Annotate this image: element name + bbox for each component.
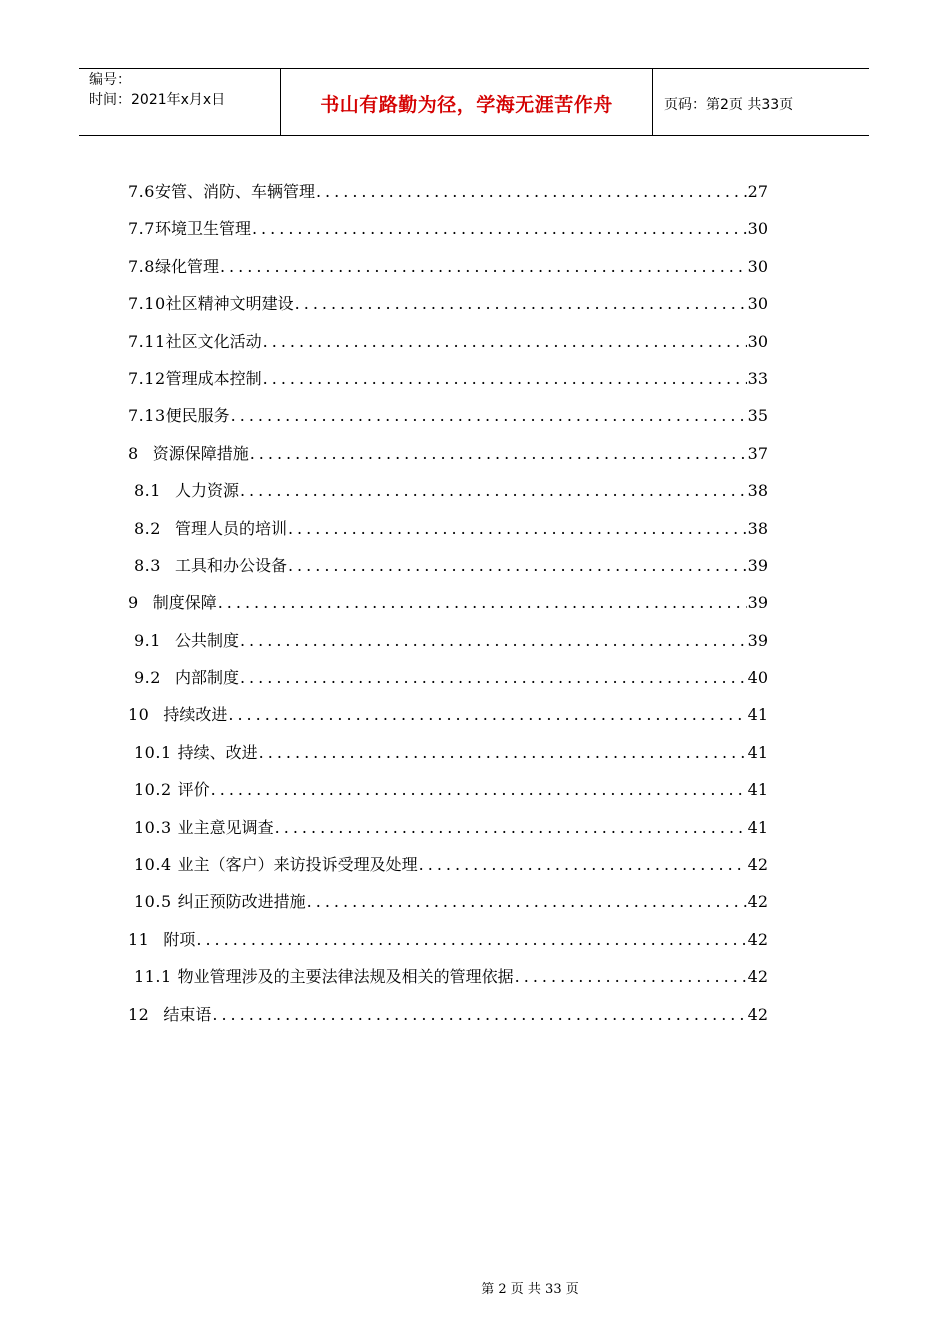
toc-entry-number: 7.12 [128,368,166,388]
header-page-info: 页码：第2页 共33页 [664,97,794,113]
toc-entry-page: 37 [747,443,768,463]
toc-entry[interactable] [128,215,768,252]
toc-entry[interactable] [128,402,768,439]
toc-entry-title: 持续、改进 [177,742,258,762]
page-header [79,68,869,136]
toc-entry-page: 39 [747,630,768,650]
toc-entry-page: 27 [747,182,768,201]
toc-entry-page: 35 [747,406,768,426]
toc-dot-leader [288,552,747,580]
toc-entry-title: 业主（客户）来访投诉受理及处理 [177,855,418,875]
toc-entry-title: 社区精神文明建设 [165,294,294,314]
toc-entry[interactable] [128,440,768,477]
toc-dot-leader [220,253,747,281]
toc-entry-title: 结束语 [163,1004,212,1024]
toc-dot-leader [240,664,747,692]
toc-dot-leader [288,515,747,543]
toc-entry-title: 人力资源 [174,481,239,501]
toc-entry[interactable] [128,814,768,851]
toc-entry-number: 8.1 [134,481,161,501]
toc-dot-leader [307,888,747,916]
toc-entry-number: 7.11 [128,331,166,351]
toc-dot-leader [515,963,747,991]
toc-entry[interactable] [128,552,768,589]
toc-dot-leader [419,851,747,879]
toc-entry-page: 42 [747,855,768,875]
toc-entry-number: 8.3 [134,555,161,575]
toc-entry-page: 42 [747,929,768,949]
toc-entry-title: 环境卫生管理 [154,219,251,239]
page-footer: 第 2 页 共 33 页 [481,1282,579,1297]
toc-dot-leader [240,477,747,505]
toc-dot-leader [196,926,746,954]
toc-entry-number: 8 [128,443,139,463]
toc-dot-leader [250,440,747,468]
toc-entry-number: 7.7 [128,219,155,239]
toc-entry-number: 8.2 [134,518,161,538]
toc-entry-page: 30 [747,219,768,239]
toc-entry[interactable] [128,851,768,888]
toc-entry-page: 38 [747,518,768,538]
toc-entry-title: 持续改进 [163,705,228,725]
toc-dot-leader [240,627,747,655]
toc-entry[interactable] [128,178,768,215]
toc-dot-leader [275,814,747,842]
toc-dot-leader [218,589,747,617]
toc-entry[interactable] [128,701,768,738]
toc-entry-title: 绿化管理 [154,256,219,276]
toc-entry-page: 30 [747,331,768,351]
toc-entry-title: 公共制度 [174,630,239,650]
toc-entry-title: 管理人员的培训 [174,518,287,538]
toc-dot-leader [228,701,746,729]
toc-entry[interactable] [128,290,768,327]
toc-entry-page: 33 [747,368,768,388]
toc-entry-page: 42 [747,1004,768,1024]
header-motto: 书山有路勤为径，学海无涯苦作舟 [320,94,613,116]
toc-entry-page: 41 [747,742,768,762]
toc-entry-number: 7.8 [128,256,155,276]
toc-entry[interactable] [128,627,768,664]
toc-entry-page: 42 [747,967,768,987]
toc-entry-number: 12 [128,1004,150,1024]
toc-entry-number: 7.10 [128,294,166,314]
toc-entry[interactable] [128,1001,768,1038]
toc-entry[interactable] [128,664,768,701]
toc-entry-title: 内部制度 [174,668,239,688]
toc-entry[interactable] [128,515,768,552]
document-time-label: 时间：2021年x月x日 [89,92,226,108]
document-number-label: 编号： [89,72,131,88]
toc-entry-number: 9.2 [134,668,161,688]
toc-entry-title: 管理成本控制 [165,368,262,388]
toc-entry-page: 41 [747,780,768,800]
toc-entry-number: 7.6 [128,182,155,201]
toc-entry[interactable] [128,589,768,626]
toc-entry-title: 制度保障 [152,593,217,613]
toc-entry-number: 9.1 [134,630,161,650]
toc-entry-number: 10.3 [134,817,172,837]
toc-entry[interactable] [128,253,768,290]
toc-entry-number: 9 [128,593,139,613]
toc-entry-title: 纠正预防改进措施 [177,892,306,912]
toc-entry-page: 38 [747,481,768,501]
toc-dot-leader [211,776,747,804]
toc-entry-page: 41 [747,817,768,837]
header-motto-cell [281,69,653,135]
toc-entry-page: 40 [747,668,768,688]
toc-entry-number: 10.4 [134,855,172,875]
toc-dot-leader [259,739,747,767]
toc-entry-title: 物业管理涉及的主要法律法规及相关的管理依据 [177,967,514,987]
table-of-contents [128,178,768,1038]
toc-entry-number: 10.2 [134,780,172,800]
toc-entry-title: 社区文化活动 [165,331,262,351]
toc-entry[interactable] [128,888,768,925]
toc-entry-number: 10 [128,705,150,725]
toc-entry-title: 工具和办公设备 [174,555,287,575]
toc-entry-title: 便民服务 [165,406,230,426]
toc-entry-page: 41 [747,705,768,725]
toc-entry-number: 11 [128,929,150,949]
toc-entry-page: 39 [747,593,768,613]
toc-entry[interactable] [128,776,768,813]
toc-entry-number: 10.1 [134,742,172,762]
toc-entry[interactable] [128,926,768,963]
toc-entry-page: 39 [747,555,768,575]
toc-entry-page: 42 [747,892,768,912]
toc-entry-title: 评价 [177,780,210,800]
toc-entry-number: 11.1 [134,967,172,987]
toc-dot-leader [252,215,747,243]
toc-dot-leader [212,1001,746,1029]
toc-entry-number: 10.5 [134,892,172,912]
toc-dot-leader [263,328,747,356]
toc-entry[interactable] [128,328,768,365]
toc-dot-leader [231,402,747,430]
toc-dot-leader [263,365,747,393]
toc-dot-leader [295,290,747,318]
toc-entry[interactable] [128,477,768,514]
toc-entry-title: 业主意见调查 [177,817,274,837]
toc-entry[interactable] [128,963,768,1000]
header-page-cell [653,69,869,135]
toc-entry[interactable] [128,365,768,402]
toc-entry-title: 附项 [163,929,196,949]
toc-entry[interactable] [128,739,768,776]
toc-entry-number: 7.13 [128,406,166,426]
toc-dot-leader [316,178,747,206]
toc-entry-page: 30 [747,256,768,276]
header-meta [79,69,281,135]
toc-entry-page: 30 [747,294,768,314]
toc-entry-title: 资源保障措施 [152,443,249,463]
toc-entry-title: 安管、消防、车辆管理 [154,182,315,201]
